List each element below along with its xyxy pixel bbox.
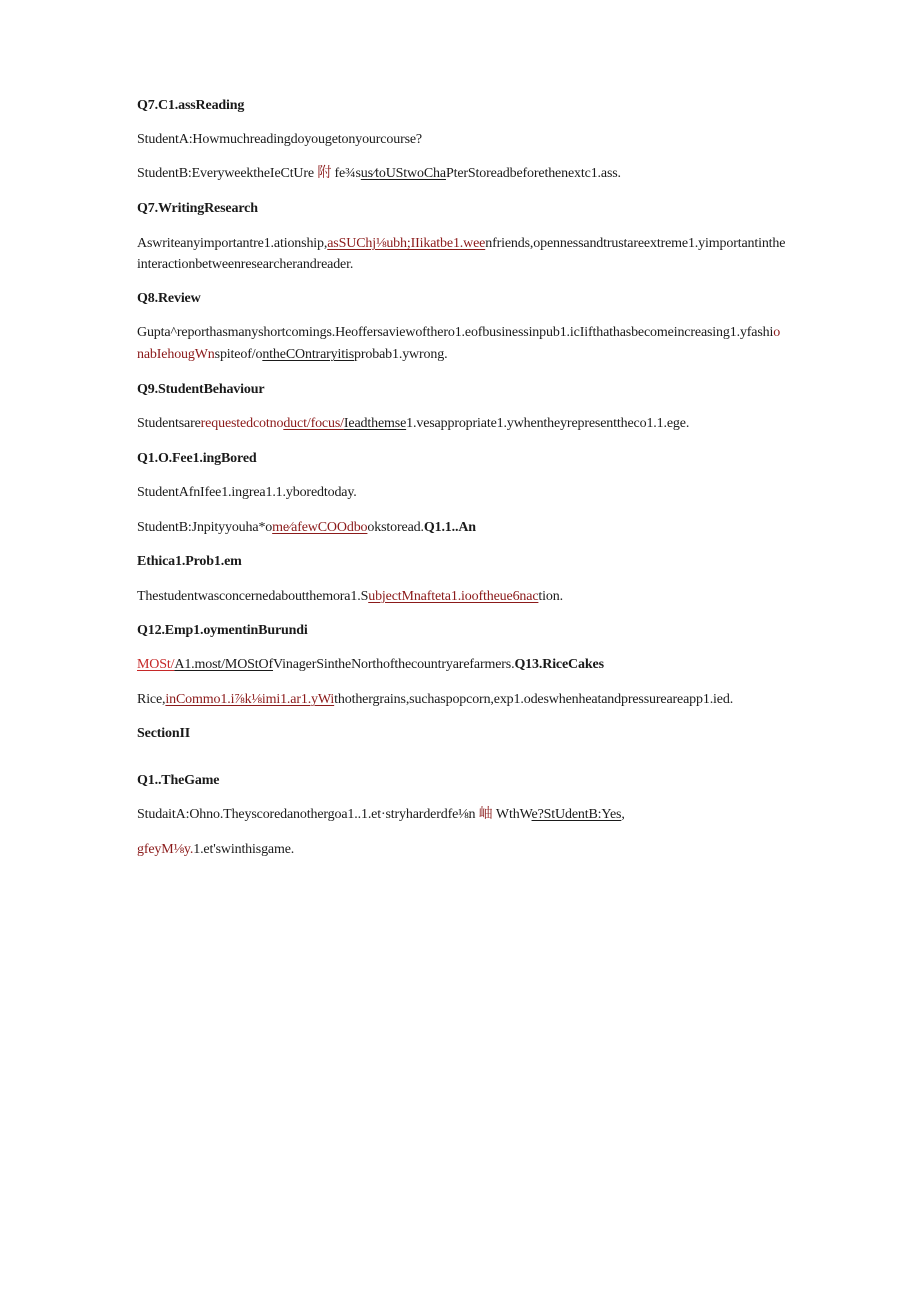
q11-ethical-problem-heading: Ethica1.Prob1.em [137, 554, 242, 569]
q12-employment-line: MOSt/A1.most/MOStOfVinagerSintheNorthofthecountryarefarmers.Q13.RiceCakes [137, 657, 604, 672]
s2-q1-line-1: StudaitA:Ohno.Theyscoredanothergoa1..1.et·stryharderdfe⅛n 岫 WthWe?StUdentB:Yes, [137, 807, 625, 822]
garbled-glyph: 附 [317, 166, 332, 181]
q7-student-a-line: StudentA:Howmuchreadingdoyougetonyourcourse? [137, 132, 423, 147]
q11-ethical-line: Thestudentwasconcernedaboutthemora1.SubjectMnafteta1.iooftheue6naction. [137, 589, 563, 604]
underlined-span: A1.most/MOStOf [174, 657, 274, 672]
underlined-span: ntheCOntraryitis [262, 347, 355, 362]
q7-writing-line-2: interactionbetweenresearcherandreader. [137, 257, 354, 272]
underlined-span: ubjectMnafteta1.iooftheue6nac [368, 589, 539, 604]
q7-class-reading-heading: Q7.C1.assReading [137, 98, 245, 113]
underlined-span: asSUChj⅛ubh;IIikatbe1.wee [327, 236, 486, 251]
q10-student-a-line: StudentAfnIfee1.ingrea1.1.yboredtoday. [137, 485, 357, 500]
underlined-span: us⁄toUStwoCha [360, 166, 446, 181]
underlined-span: me⁄afewCOOdbo [272, 520, 368, 535]
q7-student-b-line: StudentB:EveryweektheIeCtUre 附 fe¾sus⁄toUStwoChaPterStoreadbeforethenextc1.ass. [137, 166, 621, 181]
q8-review-heading: Q8.Review [137, 291, 201, 306]
q13-heading-inline: Q13.RiceCakes [514, 657, 604, 672]
underlined-span: inCommo1.i⅞k⅛imi1.ar1.yWi [165, 692, 335, 707]
underlined-span: MOSt/ [137, 657, 175, 672]
garbled-glyph: 岫 [478, 807, 493, 822]
underlined-span: Ieadthemse [343, 416, 407, 431]
q8-review-line-1: Gupta^reporthasmanyshortcomings.Heoffersaviewofthero1.eofbusinessinpub1.icIifthathasbecomeincreasing1.yfashio [137, 325, 781, 340]
s2-q1-line-2: gfeyM⅛y.1.et'swinthisgame. [137, 842, 295, 857]
s2-q1-the-game-heading: Q1..TheGame [137, 773, 220, 788]
q11-heading-inline: Q1.1..An [423, 520, 476, 535]
q7-writing-research-heading: Q7.WritingResearch [137, 201, 258, 216]
q10-feeling-bored-heading: Q1.O.Fee1.ingBored [137, 451, 257, 466]
q13-rice-line: Rice,inCommo1.i⅞k⅛imi1.ar1.yWithothergrains,suchaspopcorn,exp1.odeswhenheatandpressureareapp1.ied. [137, 692, 734, 707]
underlined-span: duct/focus/ [283, 416, 344, 431]
section-ii-title: SectionII [137, 726, 191, 741]
q8-review-line-2: nabIehougWnspiteof/ontheCOntraryitisprobab1.ywrong. [137, 347, 448, 362]
q9-student-behaviour-heading: Q9.StudentBehaviour [137, 382, 265, 397]
q12-employment-heading: Q12.Emp1.oymentinBurundi [137, 623, 308, 638]
underlined-span: e?StUdentB:Yes [531, 807, 622, 822]
q7-writing-line-1: Aswriteanyimportantre1.ationship,asSUChj⅛ubh;IIikatbe1.weenfriends,opennessandtrustareextreme1.yimportantinthe [137, 236, 786, 251]
q10-student-b-line: StudentB:Jnpityyouha*ome⁄afewCOOdbookstoread.Q1.1..An [137, 520, 476, 535]
q9-behaviour-line: Studentsarerequestedcotnoduct/focus/Ieadthemse1.vesappropriate1.ywhentheyrepresentthecо1.1.ege. [137, 416, 690, 431]
